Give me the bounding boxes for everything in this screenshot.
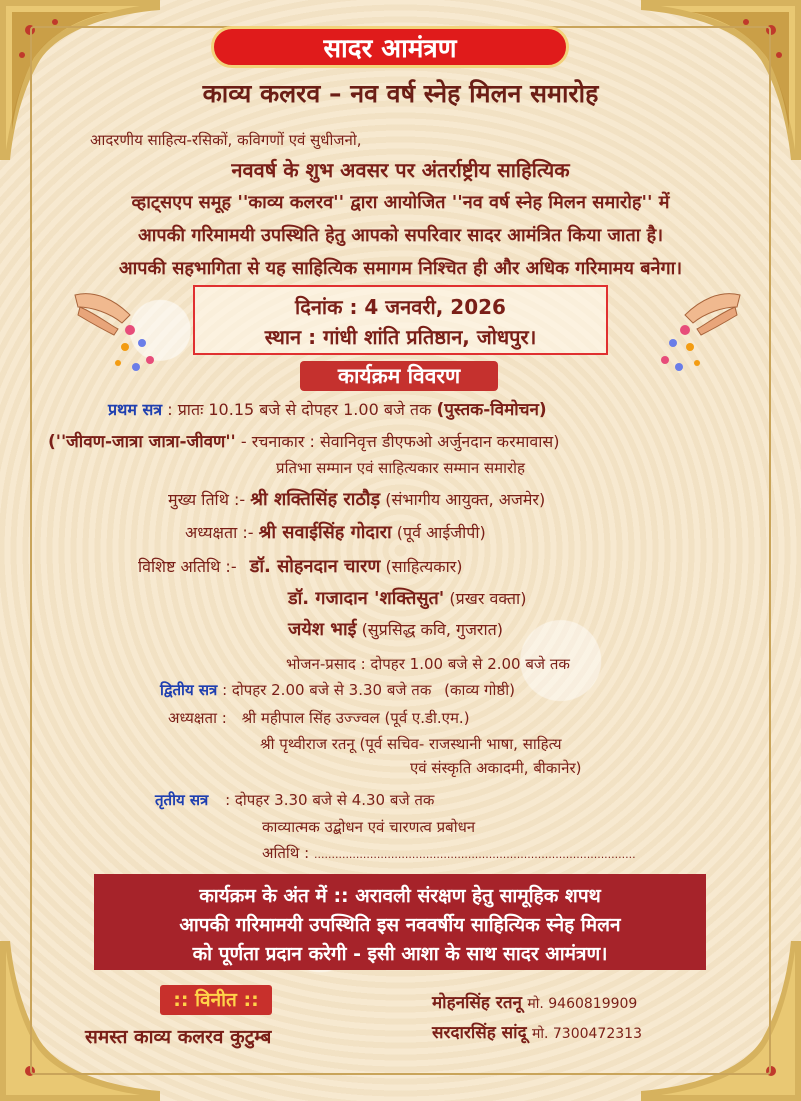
contact-1: [432, 990, 637, 1013]
special-guest-line-1: [138, 554, 463, 578]
praying-hands-flowers-icon: [70, 285, 170, 385]
session3-topic: काव्यात्मक उद्बोधन एवं चारणत्व प्रबोधन: [262, 818, 476, 836]
closing-banner: [94, 874, 706, 970]
family-signature: समस्त काव्य कलरव कुटुम्ब: [85, 1026, 272, 1048]
session2-label: द्वितीय सत्र: [160, 681, 218, 699]
vineet-badge: :: विनीत ::: [160, 985, 272, 1015]
event-headline: काव्य कलरव – नव वर्ष स्नेह मिलन समारोह: [202, 79, 599, 108]
session1-time: : प्रातः 10.15 बजे से दोपहर 1.00 बजे तक: [167, 400, 432, 419]
date-label: दिनांक: [295, 295, 343, 319]
special-guest-1-role: (साहित्यकार): [385, 557, 463, 576]
venue-line: स्थान : गांधी शांति प्रतिष्ठान, जोधपुर।: [264, 325, 537, 349]
book-line: [48, 429, 559, 452]
chief-guest-label: मुख्य तिथि :-: [168, 490, 246, 509]
invite-line-4: आपकी सहभागिता से यह साहित्यिक समागम निश्चित ही और अधिक गरिमामय बनेगा।: [118, 258, 683, 279]
book-author: - रचनाकार : सेवानिवृत्त डीएफओ अर्जुनदान करमावास): [240, 432, 560, 451]
special-guest-3-role: (सुप्रसिद्ध कवि, गुजरात): [361, 620, 503, 639]
chief-guest-name: श्री शक्तिसिंह राठौड़: [250, 489, 381, 510]
session3-guest-line: [262, 843, 636, 863]
closing-line-1: कार्यक्रम के अंत में :: अरावली संरक्षण हेतु सामूहिक शपथ: [199, 885, 601, 907]
invite-line-2: व्हाट्सएप समूह ''काव्य कलरव'' द्वारा आयोजित ''नव वर्ष स्नेह मिलन समारोह'' में: [131, 192, 670, 213]
closing-line-2: आपकी गरिमामयी उपस्थिति इस नववर्षीय साहित्यिक स्नेह मिलन: [179, 914, 621, 936]
special-guest-label: विशिष्ट अतिथि :-: [138, 557, 237, 576]
venue-label: स्थान: [264, 325, 302, 349]
contact-2-phone: मो. 7300472313: [532, 1026, 642, 1042]
president-role: (पूर्व आईजीपी): [396, 523, 486, 542]
book-title: (''जीवण-जात्रा जात्रा-जीवण'': [48, 432, 236, 452]
chief-guest-line: [168, 487, 545, 511]
special-guest-3-name: जयेश भाई: [288, 619, 357, 640]
salutation: आदरणीय साहित्य-रसिकों, कविगणों एवं सुधीजनो,: [90, 131, 362, 149]
special-guest-2-name: डॉ. गजादान 'शक्तिसुत': [288, 588, 445, 609]
date-venue-box: [193, 285, 608, 355]
program-heading: कार्यक्रम विवरण: [300, 361, 498, 391]
president-name: श्री सवाईसिंह गोदारा: [258, 522, 392, 543]
venue-value: गांधी शांति प्रतिष्ठान, जोधपुर।: [323, 325, 537, 349]
session1-line: [108, 397, 547, 420]
honour-line: प्रतिभा सम्मान एवं साहित्यकार सम्मान समारोह: [276, 459, 525, 477]
session2-president-label: अध्यक्षता :: [168, 709, 227, 727]
session1-note: (पुस्तक-विमोचन): [436, 400, 547, 420]
session3-time: : दोपहर 3.30 बजे से 4.30 बजे तक: [225, 791, 435, 809]
chief-guest-role: (संभागीय आयुक्त, अजमेर): [385, 490, 546, 509]
date-line: दिनांक : 4 जनवरी, 2026: [295, 295, 506, 319]
contact-1-phone: मो. 9460819909: [527, 996, 638, 1012]
contact-1-name: मोहनसिंह रतनू: [432, 993, 522, 1013]
special-guest-line-2: [288, 586, 526, 610]
session2-note: (काव्य गोष्ठी): [444, 681, 515, 699]
praying-hands-flowers-icon: [645, 285, 745, 385]
session1-label: प्रथम सत्र: [108, 400, 163, 419]
session2-president-1: श्री महीपाल सिंह उज्ज्वल (पूर्व ए.डी.एम.): [241, 709, 470, 727]
contact-2-name: सरदारसिंह सांदू: [432, 1023, 527, 1043]
session2-president-2a: श्री पृथ्वीराज रतनू (पूर्व सचिव- राजस्थानी भाषा, साहित्य: [260, 735, 562, 753]
special-guest-1-name: डॉ. सोहनदान चारण: [249, 556, 381, 577]
session3-line: [155, 790, 434, 810]
invite-line-1: नववर्ष के शुभ अवसर पर अंतर्राष्ट्रीय साहित्यिक: [231, 158, 570, 182]
lunch-line: भोजन-प्रसाद : दोपहर 1.00 बजे से 2.00 बजे तक: [286, 655, 570, 673]
closing-line-3: को पूर्णता प्रदान करेगी - इसी आशा के साथ सादर आमंत्रण।: [192, 943, 608, 965]
session2-line: [160, 680, 515, 700]
special-guest-2-role: (प्रखर वक्ता): [449, 589, 527, 608]
session3-guest-value: ............................................................................................: [313, 848, 636, 861]
session3-label: तृतीय सत्र: [155, 791, 209, 809]
president-line: [185, 520, 486, 544]
session3-guest-label: अतिथि :: [262, 844, 310, 862]
contact-2: [432, 1020, 642, 1043]
president-label: अध्यक्षता :-: [185, 523, 254, 542]
title-banner: सादर आमंत्रण: [211, 26, 569, 68]
session2-president-2b: एवं संस्कृति अकादमी, बीकानेर): [410, 759, 582, 777]
session2-president-line: [168, 708, 470, 728]
invite-line-3: आपकी गरिमामयी उपस्थिति हेतु आपको सपरिवार सादर आमंत्रित किया जाता है।: [137, 225, 664, 246]
date-value: 4 जनवरी, 2026: [364, 295, 506, 319]
special-guest-line-3: [288, 617, 503, 641]
session2-time: : दोपहर 2.00 बजे से 3.30 बजे तक: [222, 681, 432, 699]
